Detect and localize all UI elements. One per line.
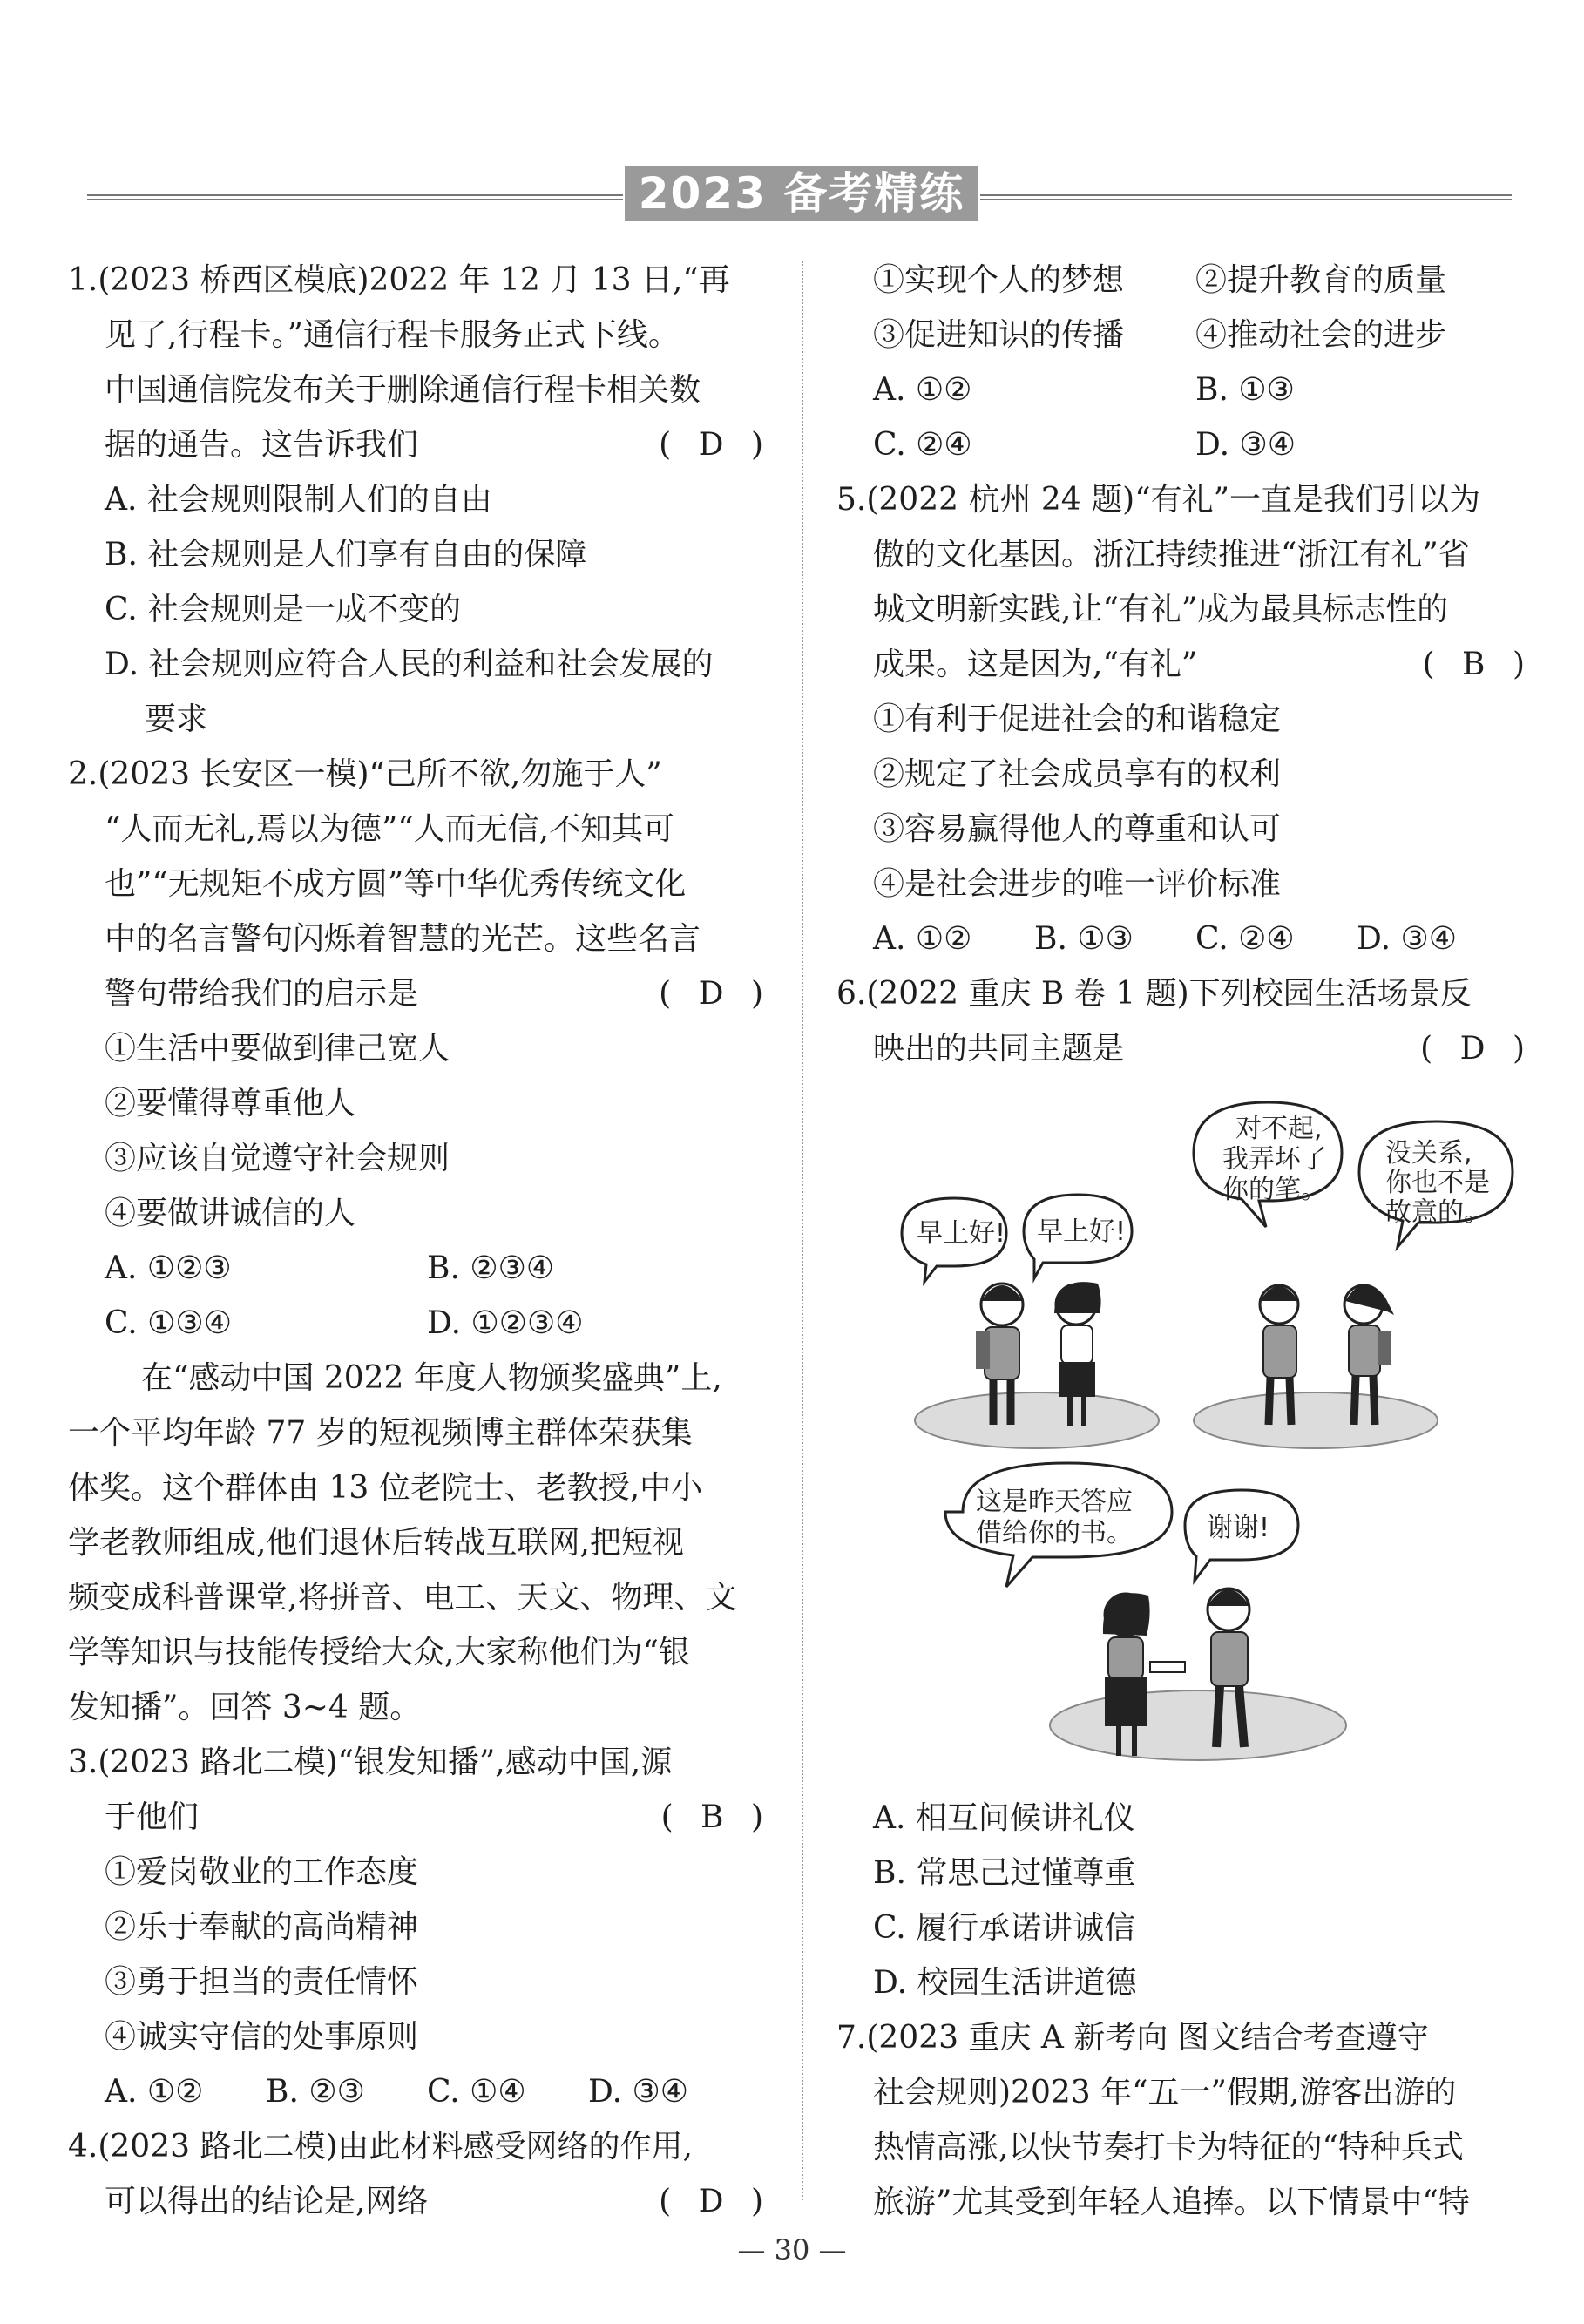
line-text: 于他们 bbox=[105, 1799, 200, 1835]
line-text: 中的名言警句闪烁着智慧的光芒。这些名言 bbox=[105, 921, 701, 957]
text-line bbox=[68, 857, 772, 911]
text-line bbox=[68, 747, 772, 802]
line-text: 一个平均年龄 77 岁的短视频博主群体荣获集 bbox=[68, 1415, 693, 1451]
line-text: ①有利于促进社会的和谐稳定 bbox=[873, 701, 1282, 737]
line-text: “人而无礼,焉以为德”“人而无信,不知其可 bbox=[105, 811, 675, 847]
line-text: 学老教师组成,他们退休后转战互联网,把短视 bbox=[68, 1525, 684, 1561]
option-item: D. ③④ bbox=[1195, 427, 1296, 463]
text-line bbox=[68, 472, 772, 527]
column-divider bbox=[802, 261, 803, 2200]
text-line bbox=[836, 308, 1533, 362]
option-item: ②提升教育的质量 bbox=[1195, 262, 1447, 298]
text-line bbox=[68, 2064, 772, 2119]
illustration-svg bbox=[863, 1076, 1542, 1791]
line-text: D. 校园生活讲道德 bbox=[873, 1965, 1137, 2001]
text-line bbox=[836, 1791, 1533, 1846]
option-item: A. ①② bbox=[873, 921, 972, 957]
option-item: D. ①②③④ bbox=[427, 1305, 584, 1341]
option-item: C. ①③④ bbox=[105, 1305, 232, 1341]
option-row bbox=[105, 1241, 772, 1296]
line-text: 傲的文化基因。浙江持续推进“浙江有礼”省 bbox=[873, 537, 1470, 573]
bubble-apology-line-2: 我弄坏了 bbox=[1222, 1144, 1327, 1175]
answer-bracket: ( B ) bbox=[1422, 647, 1533, 682]
line-text: 中国通信院发布关于删除通信行程卡相关数 bbox=[105, 372, 701, 408]
page-number: — 30 — bbox=[737, 2233, 847, 2266]
text-line bbox=[68, 692, 772, 747]
text-line bbox=[68, 1296, 772, 1351]
line-text: 体奖。这个群体由 13 位老院士、老教授,中小 bbox=[68, 1470, 703, 1506]
option-item: A. ①② bbox=[105, 2074, 204, 2110]
text-line bbox=[836, 417, 1533, 472]
text-line bbox=[68, 911, 772, 966]
line-text: ④要做讲诚信的人 bbox=[105, 1196, 356, 1231]
line-text: 也”“无规矩不成方圆”等中华优秀传统文化 bbox=[105, 866, 687, 902]
line-text: ②规定了社会成员享有的权利 bbox=[873, 756, 1282, 792]
line-text: 3.(2023 路北二模)“银发知播”,感动中国,源 bbox=[68, 1745, 673, 1780]
right-column bbox=[836, 253, 1533, 2230]
text-line bbox=[68, 1900, 772, 1955]
option-item: C. ②④ bbox=[873, 427, 972, 463]
option-item: D. ③④ bbox=[1357, 921, 1458, 957]
text-line bbox=[68, 308, 772, 362]
line-text: ①爱岗敬业的工作态度 bbox=[105, 1854, 419, 1890]
text-line bbox=[68, 1021, 772, 1076]
line-text: ③容易赢得他人的尊重和认可 bbox=[873, 811, 1282, 847]
text-line bbox=[836, 1021, 1533, 1076]
line-text: 警句带给我们的启示是 bbox=[105, 976, 419, 1012]
text-line bbox=[836, 857, 1533, 911]
bubble-forgive-line-1: 没关系, bbox=[1385, 1138, 1472, 1169]
option-item: C. ②④ bbox=[1195, 921, 1295, 957]
text-line bbox=[68, 1460, 772, 1515]
option-item: B. ①③ bbox=[1034, 921, 1134, 957]
line-text: ③应该自觉遵守社会规则 bbox=[105, 1141, 450, 1176]
line-text: ④是社会进步的唯一评价标准 bbox=[873, 866, 1282, 902]
scene-book bbox=[945, 1463, 1346, 1760]
text-line bbox=[836, 527, 1533, 582]
line-text: 2.(2023 长安区一模)“己所不欲,勿施于人” bbox=[68, 756, 662, 792]
option-row bbox=[873, 417, 1533, 472]
option-row bbox=[873, 362, 1533, 417]
text-line bbox=[836, 1901, 1533, 1955]
answer-bracket: ( D ) bbox=[659, 427, 772, 463]
line-text: 7.(2023 重庆 A 新考向 图文结合考查遵守 bbox=[836, 2020, 1429, 2056]
answer-bracket: ( D ) bbox=[659, 976, 772, 1012]
text-line bbox=[68, 1955, 772, 2009]
line-text: 成果。这是因为,“有礼” bbox=[873, 647, 1198, 682]
text-line bbox=[836, 911, 1533, 966]
text-line bbox=[836, 1955, 1533, 2010]
campus-scenes-illustration bbox=[863, 1076, 1542, 1791]
text-line bbox=[836, 2175, 1533, 2230]
line-text: 热情高涨,以快节奏打卡为特征的“特种兵式 bbox=[873, 2130, 1464, 2165]
line-text: 映出的共同主题是 bbox=[873, 1031, 1125, 1067]
section-title: 2023 备考精练 bbox=[625, 166, 978, 221]
right-column-bottom bbox=[836, 1791, 1533, 2230]
option-item: ③促进知识的传播 bbox=[873, 317, 1125, 353]
answer-bracket: ( B ) bbox=[660, 1799, 772, 1835]
line-text: 学等知识与技能传授给大众,大家称他们为“银 bbox=[68, 1635, 690, 1670]
line-text: 城文明新实践,让“有礼”成为最具标志性的 bbox=[873, 592, 1449, 627]
line-text: ④诚实守信的处事原则 bbox=[105, 2019, 419, 2055]
header-rule-left bbox=[87, 194, 623, 200]
line-text: B. 常思己过懂尊重 bbox=[873, 1855, 1136, 1891]
text-line bbox=[68, 1076, 772, 1131]
text-line bbox=[836, 253, 1533, 308]
bubble-greeting-2: 早上好! bbox=[1037, 1216, 1127, 1247]
bubble-apology-line-1: 对不起, bbox=[1235, 1114, 1323, 1144]
line-text: 4.(2023 路北二模)由此材料感受网络的作用, bbox=[68, 2129, 693, 2165]
text-line bbox=[68, 802, 772, 857]
line-text: ②要懂得尊重他人 bbox=[105, 1086, 356, 1121]
text-line bbox=[68, 253, 772, 308]
text-line bbox=[68, 1515, 772, 1570]
line-text: 频变成科普课堂,将拼音、电工、天文、物理、文 bbox=[68, 1580, 737, 1616]
option-item: ①实现个人的梦想 bbox=[873, 262, 1125, 298]
text-line bbox=[68, 2009, 772, 2064]
line-text: 旅游”尤其受到年轻人追捧。以下情景中“特 bbox=[873, 2185, 1470, 2220]
option-row bbox=[873, 308, 1533, 362]
bubble-thanks: 谢谢! bbox=[1207, 1513, 1270, 1543]
text-line bbox=[836, 582, 1533, 637]
text-line bbox=[836, 747, 1533, 802]
line-text: ③勇于担当的责任情怀 bbox=[105, 1964, 419, 2000]
line-text: ②乐于奉献的高尚精神 bbox=[105, 1909, 419, 1945]
line-text: B. 社会规则是人们享有自由的保障 bbox=[105, 537, 587, 573]
bubble-book-line-2: 借给你的书。 bbox=[976, 1518, 1133, 1548]
text-line bbox=[68, 1735, 772, 1790]
text-line bbox=[836, 692, 1533, 747]
text-line bbox=[68, 1680, 772, 1735]
right-column-top bbox=[836, 253, 1533, 1076]
line-text: 发知播”。回答 3~4 题。 bbox=[68, 1690, 422, 1725]
text-line bbox=[68, 1406, 772, 1460]
answer-bracket: ( D ) bbox=[659, 2184, 772, 2219]
line-text: A. 社会规则限制人们的自由 bbox=[105, 482, 492, 518]
line-text: ①生活中要做到律己宽人 bbox=[105, 1031, 450, 1067]
line-text: 社会规则)2023 年“五一”假期,游客出游的 bbox=[873, 2075, 1457, 2111]
line-text: 见了,行程卡。”通信行程卡服务正式下线。 bbox=[105, 317, 680, 353]
text-line bbox=[68, 527, 772, 582]
header-rule-right bbox=[980, 194, 1512, 200]
text-line bbox=[68, 582, 772, 637]
option-row bbox=[105, 2064, 772, 2119]
text-line bbox=[68, 1186, 772, 1241]
text-line bbox=[68, 637, 772, 692]
text-line bbox=[68, 417, 772, 472]
option-item: D. ③④ bbox=[588, 2074, 689, 2110]
bubble-book-line-1: 这是昨天答应 bbox=[976, 1487, 1133, 1517]
text-line bbox=[68, 966, 772, 1021]
section-header bbox=[87, 166, 1512, 230]
option-item: C. ①④ bbox=[427, 2074, 526, 2110]
text-line bbox=[68, 1625, 772, 1680]
left-column bbox=[68, 253, 772, 2229]
line-text: 据的通告。这告诉我们 bbox=[105, 427, 419, 463]
option-item: A. ①② bbox=[873, 372, 972, 408]
line-text: C. 履行承诺讲诚信 bbox=[873, 1910, 1136, 1946]
text-line bbox=[68, 2174, 772, 2229]
option-row bbox=[873, 911, 1533, 966]
text-line bbox=[68, 1351, 772, 1406]
bubble-greeting-1: 早上好! bbox=[917, 1218, 1006, 1249]
text-line bbox=[836, 1846, 1533, 1901]
text-line bbox=[68, 362, 772, 417]
text-line bbox=[836, 802, 1533, 857]
text-line bbox=[68, 1790, 772, 1845]
line-text: 5.(2022 杭州 24 题)“有礼”一直是我们引以为 bbox=[836, 482, 1481, 518]
text-line bbox=[836, 966, 1533, 1021]
text-line bbox=[836, 2065, 1533, 2120]
option-item: B. ②③ bbox=[266, 2074, 365, 2110]
text-line bbox=[836, 472, 1533, 527]
option-item: B. ②③④ bbox=[427, 1250, 555, 1286]
text-line bbox=[68, 1570, 772, 1625]
text-line bbox=[68, 2119, 772, 2174]
scene-apology bbox=[1194, 1102, 1513, 1448]
text-line bbox=[68, 1241, 772, 1296]
line-text: 在“感动中国 2022 年度人物颁奖盛典”上, bbox=[141, 1360, 722, 1396]
option-row bbox=[873, 253, 1533, 308]
line-text: 要求 bbox=[145, 701, 208, 737]
bubble-apology-line-3: 你的笔。 bbox=[1222, 1175, 1327, 1205]
line-text: C. 社会规则是一成不变的 bbox=[105, 592, 462, 627]
text-line bbox=[836, 2120, 1533, 2175]
line-text: D. 社会规则应符合人民的利益和社会发展的 bbox=[105, 647, 714, 682]
option-row bbox=[105, 1296, 772, 1351]
scene-greeting bbox=[902, 1195, 1159, 1448]
answer-bracket: ( D ) bbox=[1420, 1031, 1533, 1067]
option-item: B. ①③ bbox=[1195, 372, 1295, 408]
text-line bbox=[836, 2010, 1533, 2065]
book-icon bbox=[1150, 1662, 1185, 1672]
line-text: 6.(2022 重庆 B 卷 1 题)下列校园生活场景反 bbox=[836, 976, 1472, 1012]
option-item: ④推动社会的进步 bbox=[1195, 317, 1447, 353]
bubble-forgive-line-3: 故意的。 bbox=[1385, 1197, 1490, 1228]
text-line bbox=[836, 362, 1533, 417]
line-text: A. 相互问候讲礼仪 bbox=[873, 1800, 1135, 1836]
bubble-forgive-line-2: 你也不是 bbox=[1385, 1168, 1490, 1198]
text-line bbox=[68, 1845, 772, 1900]
line-text: 1.(2023 桥西区模底)2022 年 12 月 13 日,“再 bbox=[68, 262, 730, 298]
text-line bbox=[68, 1131, 772, 1186]
line-text: 可以得出的结论是,网络 bbox=[105, 2184, 429, 2219]
text-line bbox=[836, 637, 1533, 692]
option-item: A. ①②③ bbox=[105, 1250, 232, 1286]
